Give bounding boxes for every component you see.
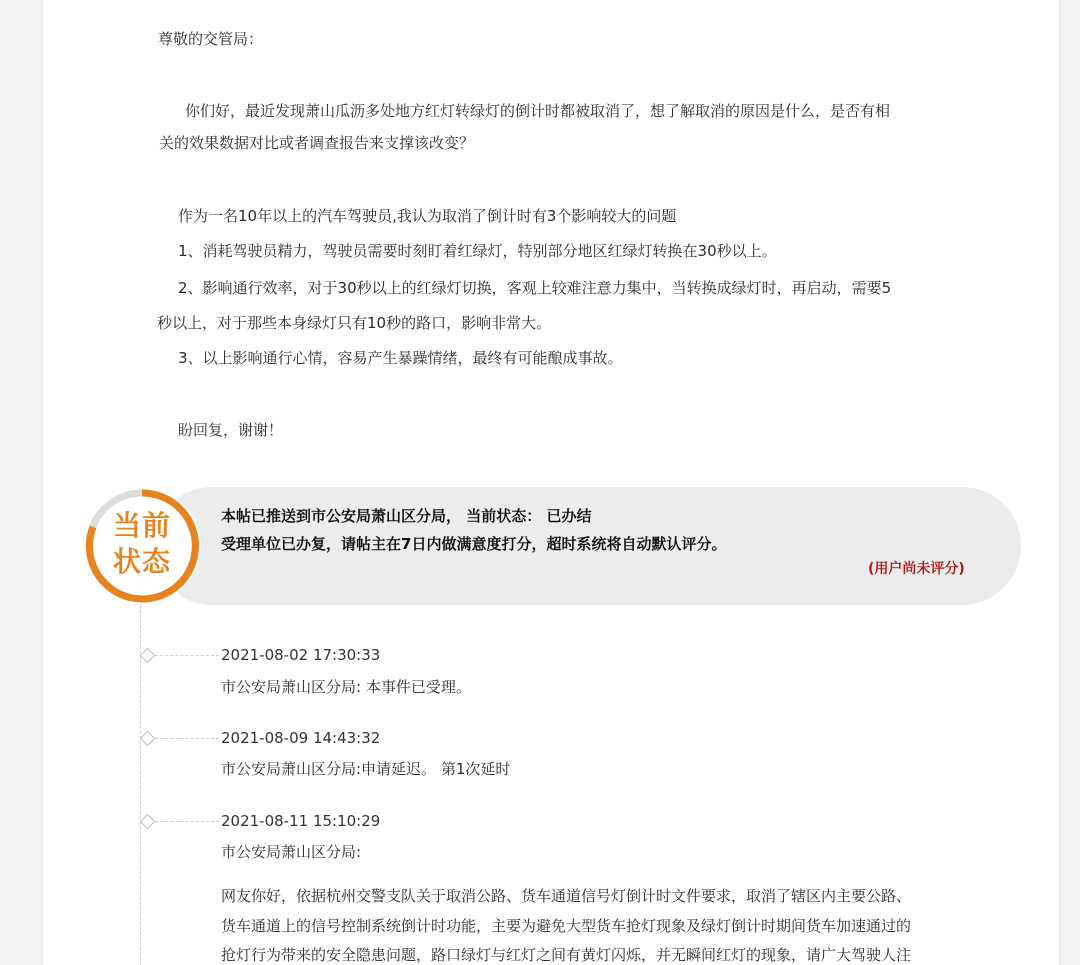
letter-para1-line2: 关的效果数据对比或者调查报告来支撑该改变？ — [159, 134, 475, 152]
timeline-date: 2021-08-09 14:43:32 — [221, 729, 381, 747]
reply-text-line2: 货车通道上的信号控制系统倒计时功能，主要为避免大型货车抢灯现象及绿灯倒计时期间货车加速通过的 — [221, 917, 912, 935]
timeline-connector — [155, 821, 219, 822]
timeline-date: 2021-08-11 15:10:29 — [221, 812, 381, 830]
letter-point-2-line1: 2、影响通行效率，对于30秒以上的红绿灯切换，客观上较难注意力集中，当转换成绿灯时，再启动，需要5 — [178, 279, 892, 297]
timeline-connector — [155, 738, 219, 739]
letter-point-2-line2: 秒以上，对于那些本身绿灯只有10秒的路口，影响非常大。 — [157, 314, 552, 332]
status-pushed-text: 本帖已推送到市公安局萧山区分局， 当前状态： 已办结 — [221, 507, 592, 525]
timeline-axis — [140, 605, 141, 965]
reply-text-line1: 网友你好，依据杭州交警支队关于取消公路、货车通道信号灯倒计时文件要求，取消了辖区内主要公路、 — [221, 887, 912, 905]
timeline-node-icon — [140, 648, 156, 664]
current-status-badge — [83, 487, 201, 605]
letter-intro: 作为一名10年以上的汽车驾驶员,我认为取消了倒计时有3个影响较大的问题 — [178, 207, 677, 225]
timeline-event-text: 市公安局萧山区分局: 本事件已受理。 — [221, 678, 471, 696]
timeline-node-icon — [140, 731, 156, 747]
reply-text-line3: 抢灯行为带来的安全隐患问题，路口绿灯与红灯之间有黄灯闪烁，并无瞬间红灯的现象，请广大驾驶人注 — [221, 946, 912, 964]
timeline-connector — [155, 655, 219, 656]
letter-salutation: 尊敬的交管局： — [158, 30, 264, 48]
timeline-date: 2021-08-02 17:30:33 — [221, 646, 381, 664]
letter-para1-line1: 你们好，最近发现萧山瓜沥多处地方红灯转绿灯的倒计时都被取消了，想了解取消的原因是什么，是否有相 — [185, 102, 891, 120]
letter-point-3: 3、以上影响通行心情，容易产生暴躁情绪，最终有可能酿成事故。 — [178, 349, 623, 367]
timeline-node-icon — [140, 814, 156, 830]
letter-closing: 盼回复，谢谢！ — [178, 421, 284, 439]
post-page — [42, 0, 1060, 965]
status-badge-line2: 状态 — [112, 545, 171, 578]
letter-point-1: 1、消耗驾驶员精力，驾驶员需要时刻盯着红绿灯，特别部分地区红绿灯转换在30秒以上。 — [178, 242, 777, 260]
user-rating-status: (用户尚未评分) — [868, 561, 965, 577]
status-badge-line1: 当前 — [112, 509, 171, 542]
timeline-event-text: 市公安局萧山区分局: — [221, 843, 362, 861]
timeline-event-text: 市公安局萧山区分局:申请延迟。 第1次延时 — [221, 760, 511, 778]
status-reply-text: 受理单位已办复，请帖主在7日内做满意度打分，超时系统将自动默认评分。 — [221, 535, 727, 553]
